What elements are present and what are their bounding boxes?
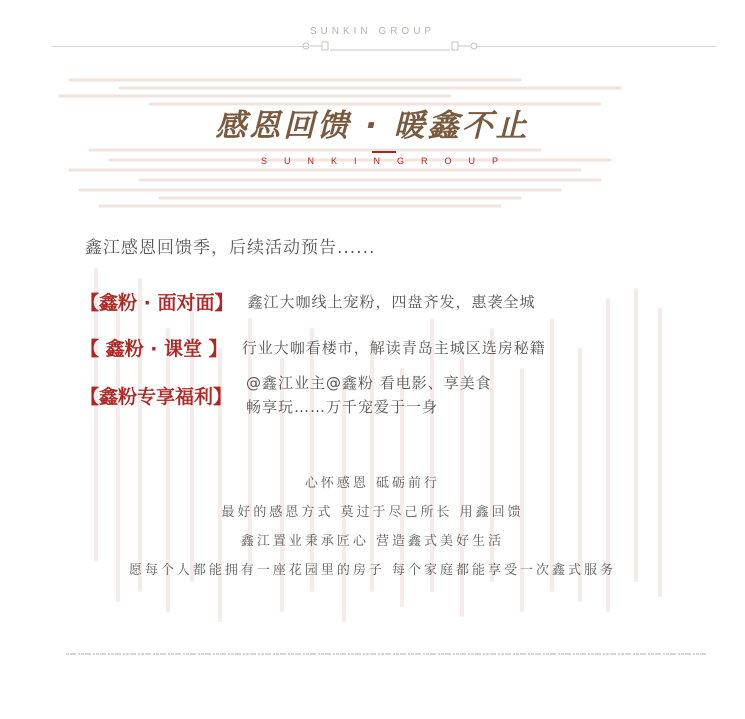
event-description [246, 371, 492, 419]
event-tag: 【鑫粉专享福利】 [80, 385, 233, 408]
header-divider-right [476, 46, 716, 47]
slogan-line: 愿每个人都能拥有一座花园里的房子 每个家庭都能享受一次鑫式服务 [128, 563, 617, 578]
event-description [242, 336, 546, 360]
slogan-line: 最好的感恩方式 莫过于尽己所长 用鑫回馈 [221, 505, 524, 520]
header-ornament [300, 38, 480, 54]
event-description-line: 畅享玩……万千宠爱于一身 [246, 398, 439, 416]
header-divider-left [52, 46, 308, 47]
event-description-line: 鑫江大咖线上宠粉，四盘齐发，惠袭全城 [247, 292, 536, 311]
event-tag: 【鑫粉 · 面对面】 [80, 292, 234, 314]
event-row-classroom [80, 334, 546, 361]
event-description-line: 行业大咖看楼市，解读青岛主城区选房秘籍 [241, 338, 546, 357]
event-description [247, 290, 535, 314]
title-underline [372, 151, 396, 153]
event-row-exclusive-benefits [80, 371, 492, 419]
slogan-line: 心怀感恩 砥砺前行 [304, 476, 441, 491]
intro-text: 鑫江感恩回馈季，后续活动预告...... [85, 238, 376, 258]
slogan-line: 鑫江置业秉承匠心 营造鑫式美好生活 [240, 534, 505, 549]
event-row-face-to-face [80, 288, 535, 315]
subtitle: SUNKINGROUP [260, 156, 515, 166]
brand-header: SUNKIN GROUP [309, 26, 436, 37]
event-tag: 【 鑫粉 · 课堂 】 [80, 338, 228, 360]
event-description-line: @鑫江业主@鑫粉 看电影、享美食 [246, 374, 492, 392]
main-title: 感恩回馈 · 暖鑫不止 [215, 108, 530, 144]
fine-print-disclaimer [66, 652, 706, 656]
slogan-block [0, 474, 745, 590]
